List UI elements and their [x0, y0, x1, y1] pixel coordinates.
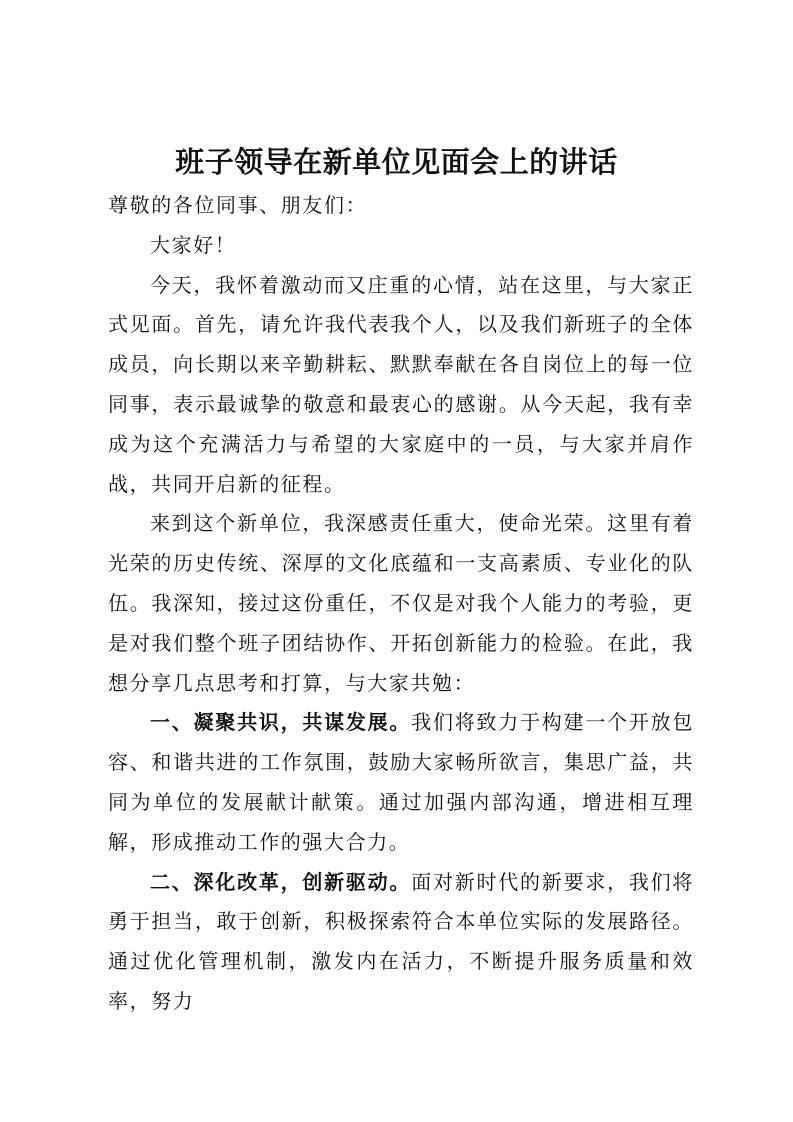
point-heading-1: 一、凝聚共识，共谋发展。: [150, 710, 412, 735]
paragraph-intro: 今天，我怀着激动而又庄重的心情，站在这里，与大家正式见面。首先，请允许我代表我个人，以及我们新班子的全体成员，向长期以来辛勤耕耘、默默奉献在各自岗位上的每一位同事，表示最诚挚的敬意和最衷心的感谢。从今天起，我有幸成为这个充满活力与希望的大家庭中的一员，与大家并肩作战，共同开启新的征程。: [108, 272, 694, 496]
greeting: 大家好！: [150, 232, 237, 257]
paragraph-responsibility: 来到这个新单位，我深感责任重大，使命光荣。这里有着光荣的历史传统、深厚的文化底蕴和一支高素质、专业化的队伍。我深知，接过这份重任，不仅是对我个人能力的考验，更是对我们整个班子团结协作、开拓创新能力的检验。在此，我想分享几点思考和打算，与大家共勉：: [108, 511, 694, 695]
point-text-2: 面对新时代的新要求，我们将勇于担当，敢于创新，积极探索符合本单位实际的发展路径。通过优化管理机制，激发内在活力，不断提升服务质量和效率，努力: [108, 869, 694, 1013]
point-paragraph-2: [108, 863, 694, 1022]
point-text-1: 我们将致力于构建一个开放包容、和谐共进的工作氛围，鼓励大家畅所欲言，集思广益，共同为单位的发展献计献策。通过加强内部沟通，增进相互理解，形成推动工作的强大合力。: [108, 710, 694, 854]
salutation: 尊敬的各位同事、朋友们：: [108, 193, 368, 217]
document-body: [108, 186, 694, 1022]
point-heading-2: 二、深化改革，创新驱动。: [150, 869, 412, 894]
point-paragraph-1: [108, 703, 694, 862]
document-title: 班子领导在新单位见面会上的讲话: [175, 145, 618, 179]
